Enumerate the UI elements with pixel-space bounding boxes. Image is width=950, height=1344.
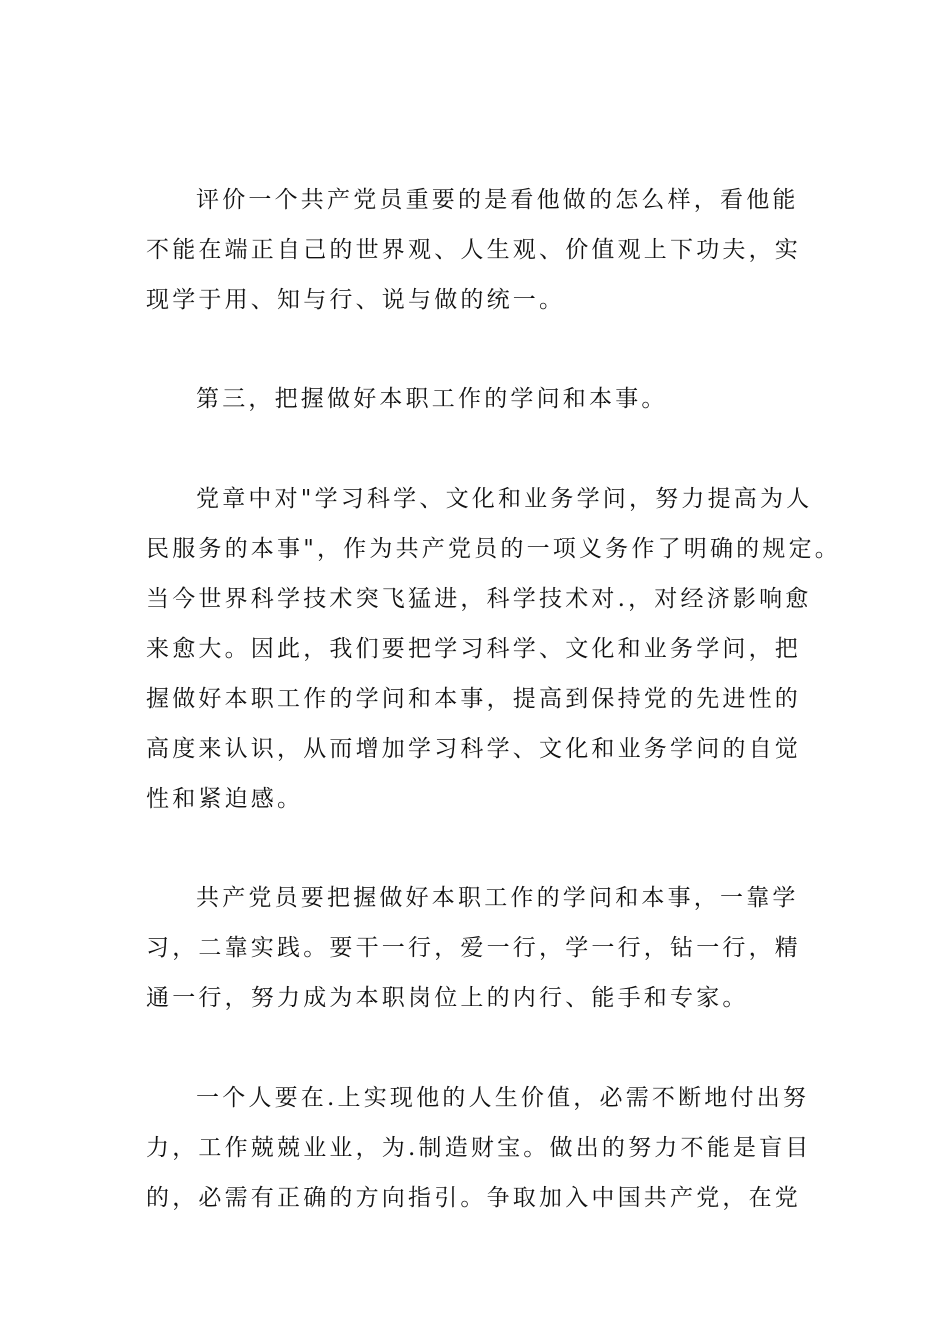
text-line: 评价一个共产党员重要的是看他做的怎么样，看他能 [196,187,799,213]
paragraph-evaluation [146,175,816,325]
paragraph-section-three-heading [146,374,816,424]
text-line: 一个人要在.上实现他的人生价值，必需不断地付出努 [196,1085,810,1111]
text-line: 当今世界科学技术突飞猛进，科学技术对.，对经济影响愈 [146,586,812,612]
text-line: 第三，把握做好本职工作的学问和本事。 [196,386,668,412]
text-line: 党章中对"学习科学、文化和业务学问，努力提高为人 [196,486,813,512]
text-line: 民服务的本事"，作为共产党员的一项义务作了明确的规定。 [146,536,841,562]
paragraph-life-value [146,1073,816,1223]
text-line: 共产党员要把握做好本职工作的学问和本事，一靠学 [196,885,799,911]
text-line: 现学于用、知与行、说与做的统一。 [146,287,566,313]
text-line: 性和紧迫感。 [146,786,304,812]
text-line: 力，工作兢兢业业，为.制造财宝。做出的努力不能是盲目 [146,1135,812,1161]
text-line: 来愈大。因此，我们要把学习科学、文化和业务学问，把 [146,636,801,662]
text-line: 习，二靠实践。要干一行，爱一行，学一行，钻一行，精 [146,935,801,961]
text-line: 高度来认识，从而增加学习科学、文化和业务学问的自觉 [146,736,801,762]
text-line: 通一行，努力成为本职岗位上的内行、能手和专家。 [146,985,749,1011]
text-line: 的，必需有正确的方向指引。争取加入中国共产党，在党 [146,1185,801,1211]
text-line: 握做好本职工作的学问和本事，提高到保持党的先进性的 [146,686,801,712]
paragraph-study-and-practice [146,873,816,1023]
paragraph-party-constitution [146,474,841,824]
text-line: 不能在端正自己的世界观、人生观、价值观上下功夫，实 [146,237,801,263]
